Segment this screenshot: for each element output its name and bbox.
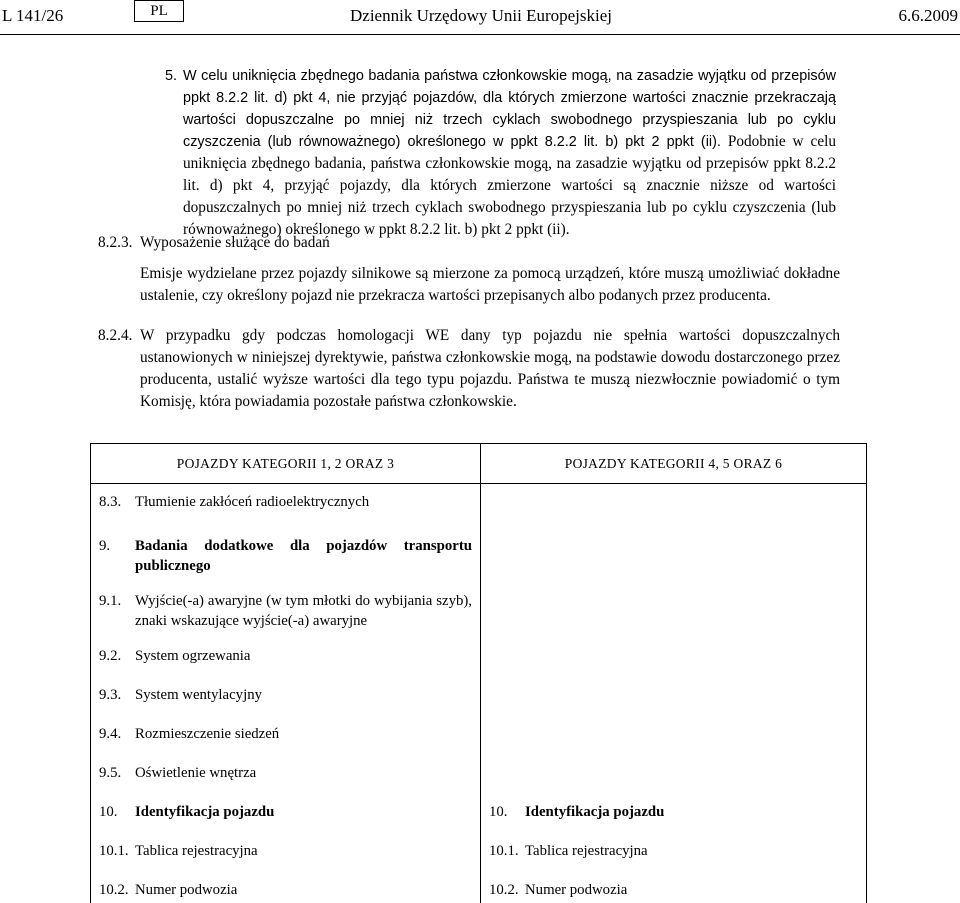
table-row bbox=[91, 755, 867, 794]
table-cell-left bbox=[91, 794, 481, 833]
paragraph-5-text-serif: Podobnie w celu uniknięcia zbędnego badania, państwa członkowskie mogą, na zasadzie wyjątku od przepisów ppkt 8.2.2 lit. d) pkt 4, przyjąć pojazdy, dla których zmierzone wartości są znacznie niższe od wartości dopuszczalnych po mniej niż trzech cyklach swobodnego przyspieszania lub po cyklu czyszczenia (lub równoważnego) określonego w ppkt 8.2.2 lit. b) pkt 2 ppkt (ii). bbox=[183, 133, 837, 238]
item-number: 10.2. bbox=[99, 881, 129, 898]
item-text: Tłumienie zakłóceń radioelektrycznych bbox=[135, 494, 370, 510]
item-text: System ogrzewania bbox=[135, 647, 251, 664]
header-rule bbox=[0, 34, 960, 35]
item-text: Rozmieszczenie siedzeń bbox=[135, 725, 280, 742]
section-8-2-3-number: 8.2.3. bbox=[98, 234, 133, 251]
item-number: 10.2. bbox=[489, 881, 519, 898]
table-cell-right bbox=[481, 528, 867, 583]
item-number: 10. bbox=[489, 803, 508, 820]
section-8-2-4-number: 8.2.4. bbox=[98, 327, 133, 344]
table-cell-right bbox=[481, 583, 867, 638]
table-cell-right bbox=[481, 794, 867, 833]
table-cell-left bbox=[91, 528, 481, 583]
table-cell-left bbox=[91, 872, 481, 903]
table-cell-left bbox=[91, 484, 481, 528]
table-row bbox=[91, 716, 867, 755]
publication-date: 6.6.2009 bbox=[898, 6, 958, 25]
table-cell-left bbox=[91, 583, 481, 638]
item-text: Numer podwozia bbox=[525, 881, 628, 898]
item-text: Identyfikacja pojazdu bbox=[135, 803, 275, 820]
item-text: Identyfikacja pojazdu bbox=[525, 803, 665, 820]
item-number: 8.3. bbox=[99, 494, 122, 510]
item-number: 9.5. bbox=[99, 764, 122, 781]
item-number: 10. bbox=[99, 803, 118, 820]
table-row bbox=[91, 638, 867, 677]
section-8-2-4-text: W przypadku gdy podczas homologacji WE dany typ pojazdu nie spełnia wartości dopuszczalnych ustanowionych w niniejszej dyrektywie, państwa członkowskie mogą, na podstawie dowodu dostarczonego przez producenta, ustalić wyższe wartości dla tego typu pojazdu. Państwa te muszą niezwłocznie powiadomić o tym Komisję, która powiadamia pozostałe państwa członkowskie. bbox=[140, 327, 840, 410]
table-cell-left bbox=[91, 833, 481, 872]
section-8-2-3-text: Emisje wydzielane przez pojazdy silnikowe są mierzone za pomocą urządzeń, które muszą umożliwiać dokładne ustalenie, czy określony pojazd nie przekracza wartości przepisanych albo podanych przez producenta. bbox=[140, 265, 840, 304]
item-text: Numer podwozia bbox=[135, 881, 238, 898]
item-number: 9.3. bbox=[99, 686, 122, 703]
paragraph-5-text-sans: W celu uniknięcia zbędnego badania państwa członkowskie mogą, na zasadzie wyjątku od przepisów ppkt 8.2.2 lit. d) pkt 4, nie przyjąć pojazdów, dla których zmierzone wartości znacznie przekraczają wartości dopuszczalne po mniej niż trzech cyklach swobodnego przyspieszania lub po cyklu czyszczenia (lub równoważnego) określonego w ppkt 8.2.2 lit. b) pkt 2 ppkt (ii). bbox=[183, 68, 836, 150]
table-cell-left bbox=[91, 716, 481, 755]
table-row bbox=[91, 872, 867, 903]
table-cell-right bbox=[481, 833, 867, 872]
table-header-row bbox=[91, 444, 867, 484]
page-header bbox=[0, 0, 960, 36]
table-cell-right bbox=[481, 638, 867, 677]
item-number: 10.1. bbox=[489, 842, 519, 859]
language-box: PL bbox=[134, 0, 184, 22]
paragraph-5 bbox=[165, 65, 836, 241]
table-row bbox=[91, 677, 867, 716]
table-cell-left bbox=[91, 638, 481, 677]
table-cell-right bbox=[481, 484, 867, 528]
table-row bbox=[91, 484, 867, 528]
table-row bbox=[91, 833, 867, 872]
item-text: Oświetlenie wnętrza bbox=[135, 764, 257, 781]
column-header-categories-4-5-6: POJAZDY KATEGORII 4, 5 ORAZ 6 bbox=[481, 444, 867, 484]
item-number: 10.1. bbox=[99, 842, 129, 859]
table-row bbox=[91, 794, 867, 833]
vehicle-category-table bbox=[90, 443, 867, 903]
table-body bbox=[91, 484, 867, 903]
item-text: Tablica rejestracyjna bbox=[135, 842, 258, 859]
column-header-categories-1-2-3: POJAZDY KATEGORII 1, 2 ORAZ 3 bbox=[91, 444, 481, 484]
section-8-2-3-title: Wyposażenie służące do badań bbox=[140, 234, 330, 251]
item-text: Wyjście(-a) awaryjne (w tym młotki do wybijania szyb), znaki wskazujące wyjście(-a) awaryjne bbox=[135, 592, 472, 629]
table-cell-right bbox=[481, 716, 867, 755]
item-text: System wentylacyjny bbox=[135, 686, 262, 703]
table-row bbox=[91, 583, 867, 638]
page-reference: L 141/26 bbox=[2, 6, 64, 25]
item-text: Badania dodatkowe dla pojazdów transportu publicznego bbox=[135, 537, 472, 574]
item-number: 9.2. bbox=[99, 647, 122, 664]
journal-title: Dziennik Urzędowy Unii Europejskiej bbox=[350, 6, 613, 25]
table-cell-right bbox=[481, 872, 867, 903]
table-row bbox=[91, 528, 867, 583]
paragraph-5-number: 5. bbox=[165, 68, 178, 84]
table-cell-left bbox=[91, 677, 481, 716]
item-number: 9. bbox=[99, 537, 111, 554]
item-number: 9.1. bbox=[99, 592, 122, 609]
table-cell-right bbox=[481, 677, 867, 716]
table-cell-right bbox=[481, 755, 867, 794]
item-text: Tablica rejestracyjna bbox=[525, 842, 648, 859]
item-number: 9.4. bbox=[99, 725, 122, 742]
table-cell-left bbox=[91, 755, 481, 794]
